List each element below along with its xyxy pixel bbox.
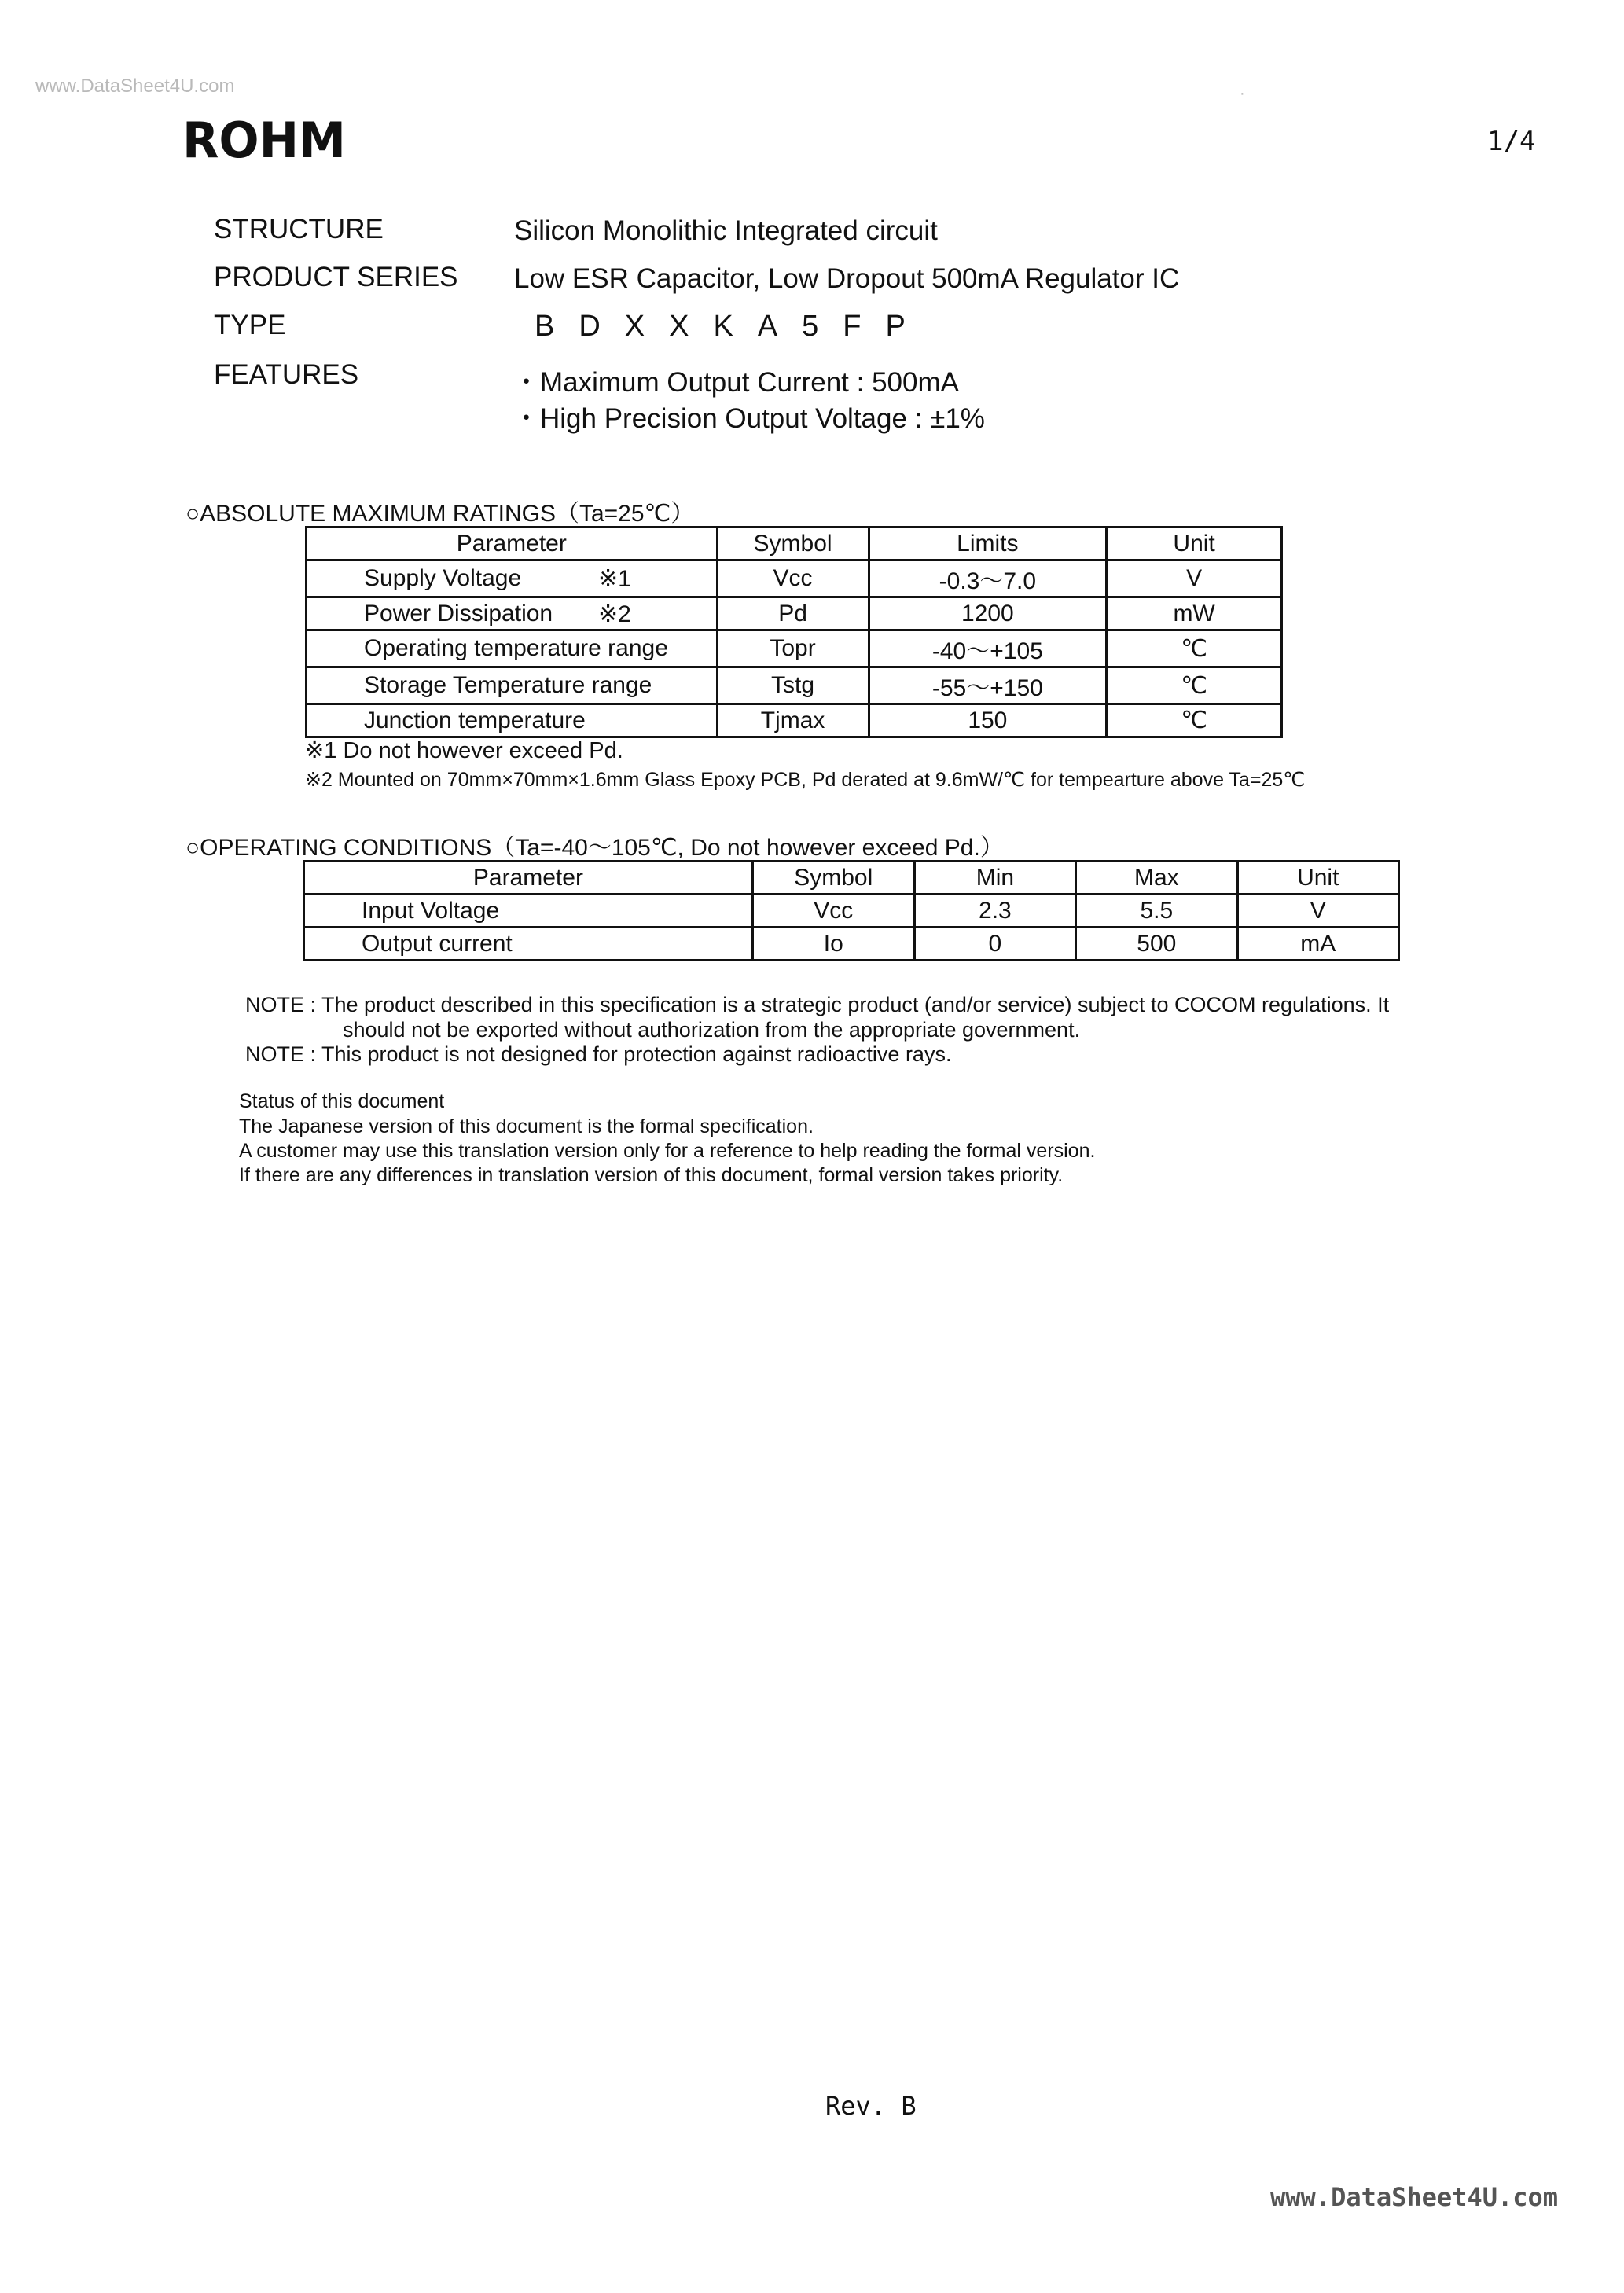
table-row [307, 597, 1282, 630]
status-heading: Status of this document [239, 1090, 445, 1112]
param-name: Supply Voltage [364, 565, 522, 591]
abs-max-table [305, 526, 1283, 738]
symbol-cell: Topr [717, 630, 869, 667]
param-cell [307, 597, 718, 630]
min-cell: 2.3 [914, 895, 1075, 928]
footnote-2: ※2 Mounted on 70mm×70mm×1.6mm Glass Epoxy PCB, Pd derated at 9.6mW/℃ for tempearture above Ta=25℃ [305, 769, 1306, 791]
note-cocom-line1: NOTE : The product described in this specification is a strategic product (and/or service) subject to COCOM regulations. It [245, 993, 1390, 1016]
page-number: 1/4 [1487, 126, 1536, 157]
product-series-value: Low ESR Capacitor, Low Dropout 500mA Regulator IC [514, 263, 1180, 294]
symbol-cell: Tjmax [717, 704, 869, 737]
header-limits: Limits [869, 527, 1107, 560]
feature-precision: ・High Precision Output Voltage : ±1% [513, 403, 985, 434]
header-symbol: Symbol [717, 527, 869, 560]
min-cell: 0 [914, 928, 1075, 961]
limits-cell: -0.3〜7.0 [869, 560, 1107, 597]
table-row [307, 630, 1282, 667]
status-line-1: The Japanese version of this document is the formal specification. [239, 1115, 814, 1137]
table-header-row [307, 527, 1282, 560]
status-line-3: If there are any differences in translation version of this document, formal version takes priority. [239, 1164, 1064, 1186]
param-cell [307, 560, 718, 597]
header-unit: Unit [1237, 862, 1398, 895]
stray-dot: · [1240, 85, 1245, 102]
footnote-1: ※1 Do not however exceed Pd. [305, 738, 623, 763]
note-radiation: NOTE : This product is not designed for protection against radioactive rays. [245, 1042, 952, 1066]
symbol-cell: Vcc [717, 560, 869, 597]
type-label: TYPE [214, 310, 286, 340]
param-cell: Output current [304, 928, 753, 961]
max-cell: 500 [1076, 928, 1237, 961]
param-cell: Junction temperature [307, 704, 718, 737]
header-parameter: Parameter [307, 527, 718, 560]
header-max: Max [1076, 862, 1237, 895]
table-row [307, 704, 1282, 737]
table-row [307, 667, 1282, 704]
symbol-cell: Io [752, 928, 914, 961]
status-line-2: A customer may use this translation version only for a reference to help reading the formal version. [239, 1140, 1096, 1162]
unit-cell: ℃ [1107, 667, 1282, 704]
header-parameter: Parameter [304, 862, 753, 895]
table-row [304, 895, 1399, 928]
limits-cell: -55〜+150 [869, 667, 1107, 704]
unit-cell: mW [1107, 597, 1282, 630]
header-unit: Unit [1107, 527, 1282, 560]
structure-value: Silicon Monolithic Integrated circuit [514, 215, 938, 246]
rohm-logo [182, 116, 347, 162]
unit-cell: ℃ [1107, 704, 1282, 737]
param-name: Power Dissipation [364, 600, 553, 627]
op-cond-title: ○OPERATING CONDITIONS（Ta=-40〜105℃, Do not however exceed Pd.） [186, 835, 1004, 861]
note-cocom-line2: should not be exported without authorization from the appropriate government. [343, 1018, 1081, 1042]
header-symbol: Symbol [752, 862, 914, 895]
symbol-cell: Vcc [752, 895, 914, 928]
unit-cell: mA [1237, 928, 1398, 961]
feature-max-current: ・Maximum Output Current : 500mA [513, 367, 959, 398]
unit-cell: ℃ [1107, 630, 1282, 667]
table-row [307, 560, 1282, 597]
limits-cell: -40〜+105 [869, 630, 1107, 667]
param-cell: Storage Temperature range [307, 667, 718, 704]
watermark-bottom[interactable]: www.DataSheet4U.com [1270, 2182, 1559, 2212]
type-value: BDXXKA5FP [535, 310, 930, 343]
product-series-label: PRODUCT SERIES [214, 262, 458, 292]
param-cell: Input Voltage [304, 895, 753, 928]
footnote-mark: ※2 [598, 601, 631, 627]
abs-max-title: ○ABSOLUTE MAXIMUM RATINGS（Ta=25℃） [186, 501, 695, 527]
table-header-row [304, 862, 1399, 895]
unit-cell: V [1237, 895, 1398, 928]
unit-cell: V [1107, 560, 1282, 597]
limits-cell: 1200 [869, 597, 1107, 630]
features-label: FEATURES [214, 359, 359, 390]
watermark-top[interactable]: www.DataSheet4U.com [35, 75, 235, 97]
footnote-mark: ※1 [598, 566, 631, 592]
limits-cell: 150 [869, 704, 1107, 737]
logo-text: ROHM [182, 116, 346, 162]
symbol-cell: Tstg [717, 667, 869, 704]
param-cell: Operating temperature range [307, 630, 718, 667]
max-cell: 5.5 [1076, 895, 1237, 928]
op-cond-table [303, 860, 1400, 961]
revision-label: Rev. B [825, 2091, 917, 2121]
table-row [304, 928, 1399, 961]
symbol-cell: Pd [717, 597, 869, 630]
structure-label: STRUCTURE [214, 214, 384, 244]
header-min: Min [914, 862, 1075, 895]
